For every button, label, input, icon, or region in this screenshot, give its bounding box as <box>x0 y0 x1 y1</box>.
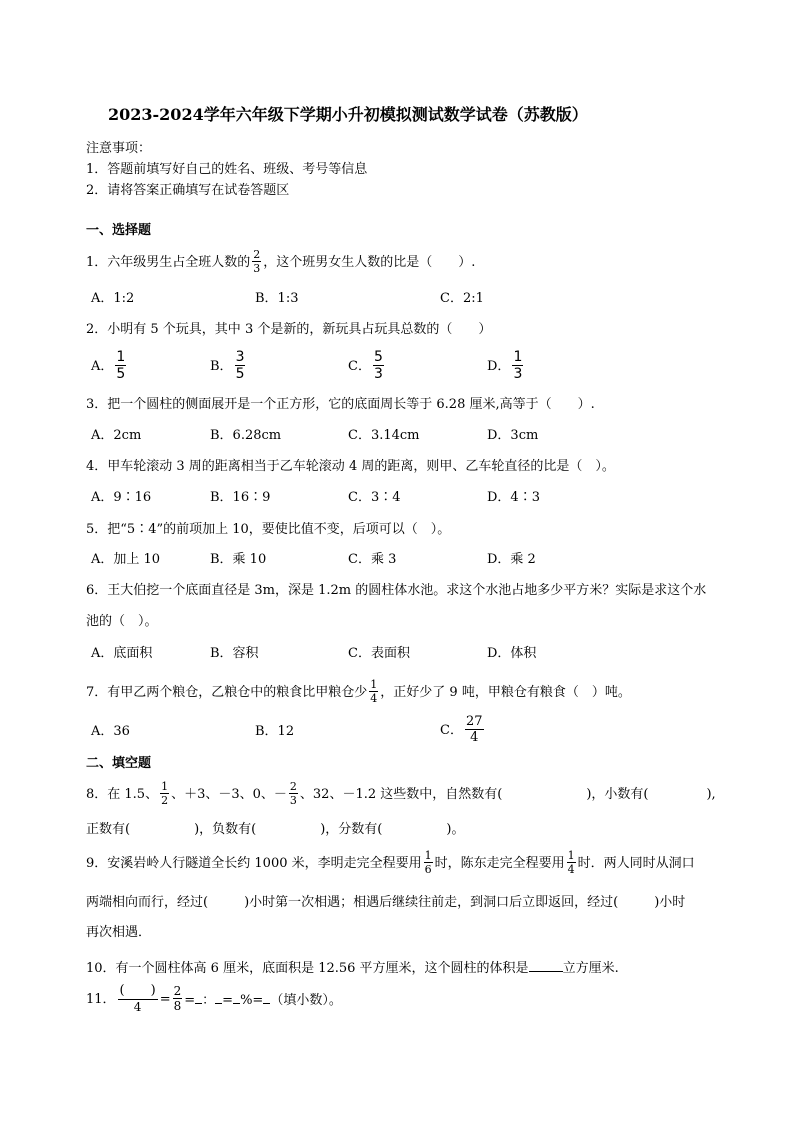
question-5: 5．把“5∶4”的前项加上 10，要使比值不变，后项可以（ ）。 <box>86 522 451 537</box>
question-3: 3．把一个圆柱的侧面展开是一个正方形，它的底面周长等于 6.28 厘米,高等于（ ）. <box>86 397 595 412</box>
q6-option-b: B．容积 <box>210 646 259 661</box>
section-fill-heading: 二、填空题 <box>86 756 152 771</box>
question-9-line-1: 9．安溪岩岭人行隧道全长约 1000 米，李明走完全程要用 $\frac{1}{6}$ 时，陈东走完全程要用 $\frac{1}{4}$ 时．两人同时从洞口 <box>86 849 695 876</box>
q5-option-b: B．乘 10 <box>210 552 267 567</box>
question-4: 4．甲车轮滚动 3 周的距离相当于乙车轮滚动 4 周的距离，则甲、乙车轮直径的比是（ ）。 <box>86 459 615 474</box>
q3-option-b: B．6.28cm <box>210 428 282 443</box>
q1-option-a: A．1:2 <box>91 291 135 306</box>
section-choice-heading: 一、选择题 <box>86 223 152 238</box>
q7-option-c: C． $\frac{27}{4}$ <box>440 714 483 745</box>
question-1-fraction: $\frac{2}{3}$ <box>253 248 261 275</box>
q6-option-c: C．表面积 <box>348 646 410 661</box>
notice-heading: 注意事项： <box>86 141 152 156</box>
q2-option-b: B． $\frac{3}{5}$ <box>210 349 245 382</box>
question-11: 11． $\frac{( )}{4}$ = $\frac{2}{8}$ = ： = %= （填小数）。 <box>86 983 342 1014</box>
q3-option-d: D．3cm <box>487 428 539 443</box>
question-7-fraction: $\frac{1}{4}$ <box>370 678 378 705</box>
q6-option-d: D．体积 <box>487 646 537 661</box>
q3-option-a: A．2cm <box>91 428 142 443</box>
q2-option-a: A． $\frac{1}{5}$ <box>91 349 126 382</box>
question-6-line-2: 池的（ ）。 <box>86 614 158 629</box>
q4-option-b: B．16∶9 <box>210 490 271 505</box>
question-8-line-1: 8．在 1.5、 $\frac{1}{2}$ 、＋3、－3、0、－ $\frac{2}{3}$ 、32、－1.2 这些数中，自然数有( )，小数有( ), <box>86 780 716 807</box>
q7-option-b: B．12 <box>255 724 295 739</box>
q1-option-c: C．2:1 <box>440 291 484 306</box>
q6-option-a: A．底面积 <box>91 646 153 661</box>
notice-item-2: 2．请将答案正确填写在试卷答题区 <box>86 183 290 198</box>
question-7 <box>86 680 631 705</box>
q5-option-a: A．加上 10 <box>91 552 161 567</box>
notice-item-1: 1．答题前填写好自己的姓名、班级、考号等信息 <box>86 162 368 177</box>
q4-option-a: A．9∶16 <box>91 490 152 505</box>
question-7-text-b: ，正好少了 9 吨，甲粮仓有粮食（ ）吨。 <box>380 685 631 700</box>
question-1-text-a: 1．六年级男生占全班人数的 <box>86 255 251 270</box>
question-2: 2．小明有 5 个玩具，其中 3 个是新的，新玩具占玩具总数的（ ） <box>86 322 492 337</box>
q10-answer-blank[interactable] <box>529 959 563 972</box>
q5-option-c: C．乘 3 <box>348 552 397 567</box>
q4-option-d: D．4∶3 <box>487 490 540 505</box>
q5-option-d: D．乘 2 <box>487 552 536 567</box>
page-title: 2023-2024学年六年级下学期小升初模拟测试数学试卷（苏教版） <box>108 105 588 124</box>
question-1-text-b: ，这个班男女生人数的比是（ ）. <box>263 255 476 270</box>
question-6-line-1: 6．王大伯挖一个底面直径是 3m，深是 1.2m 的圆柱体水池。求这个水池占地多少平方米？实际是求这个水 <box>86 583 707 598</box>
q2-option-c: C． $\frac{5}{3}$ <box>348 349 383 382</box>
question-9-line-3: 再次相遇． <box>86 925 152 940</box>
q2-option-d: D． $\frac{1}{3}$ <box>487 349 523 382</box>
q3-option-c: C．3.14cm <box>348 428 420 443</box>
q4-option-c: C．3∶4 <box>348 490 401 505</box>
question-9-line-2: 两端相向而行，经过( )小时第一次相遇；相遇后继续往前走，到洞口后立即返回，经过( )小时 <box>86 895 686 910</box>
question-7-text-a: 7．有甲乙两个粮仓，乙粮仓中的粮食比甲粮仓少 <box>86 685 368 700</box>
q1-option-b: B．1:3 <box>255 291 299 306</box>
q11-blank-fraction[interactable]: $\frac{( )}{4}$ <box>119 983 156 1014</box>
question-8-line-2: 正数有( )，负数有( )，分数有( )。 <box>86 822 465 837</box>
question-1 <box>86 250 475 275</box>
q7-option-a: A．36 <box>91 724 130 739</box>
question-10: 10．有一个圆柱体高 6 厘米，底面积是 12.56 平方厘米，这个圆柱的体积是 立方厘米. <box>86 961 619 976</box>
